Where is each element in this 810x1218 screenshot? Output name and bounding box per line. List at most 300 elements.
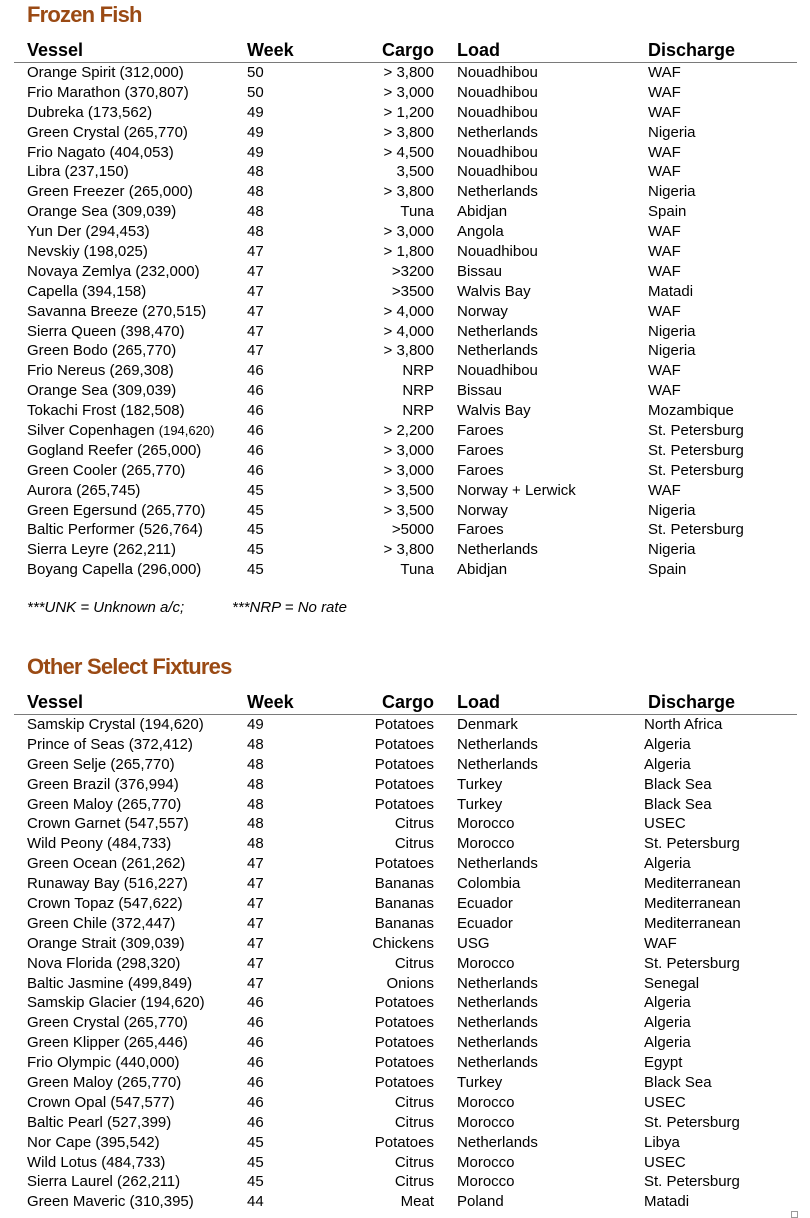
table-row <box>14 874 797 894</box>
table-row <box>14 735 797 755</box>
cell-cargo: Potatoes <box>374 994 434 1012</box>
cell-week: 48 <box>247 775 264 793</box>
cell-cargo: > 3,800 <box>383 342 434 360</box>
cell-vessel: Crown Opal (547,577) <box>27 1093 175 1111</box>
table-row <box>14 560 797 580</box>
cell-week: 48 <box>247 795 264 813</box>
cell-load: Netherlands <box>457 183 538 201</box>
resize-handle[interactable] <box>791 1211 798 1218</box>
cell-cargo: Citrus <box>394 1093 434 1111</box>
cell-week: 49 <box>247 123 264 141</box>
cell-vessel: Green Cooler (265,770) <box>27 461 186 479</box>
cell-load: Netherlands <box>457 322 538 340</box>
cell-vessel: Green Maveric (310,395) <box>27 1193 194 1211</box>
cell-discharge: WAF <box>648 163 681 181</box>
cell-load: Colombia <box>457 875 521 893</box>
cell-cargo: Potatoes <box>374 855 434 873</box>
cell-cargo: NRP <box>402 382 434 400</box>
cell-load: Netherlands <box>457 735 538 753</box>
cell-load: Ecuador <box>457 895 513 913</box>
cell-discharge: WAF <box>648 302 681 320</box>
cell-discharge: Libya <box>644 1133 680 1151</box>
cell-discharge: USEC <box>644 1093 686 1111</box>
cell-discharge: St. Petersburg <box>644 835 740 853</box>
table-row <box>14 1172 797 1192</box>
cell-week: 47 <box>247 875 264 893</box>
table-row <box>14 123 797 143</box>
table-row <box>14 143 797 163</box>
cell-week: 47 <box>247 974 264 992</box>
table-row <box>14 1192 797 1212</box>
cell-load: Denmark <box>457 716 518 733</box>
cell-discharge: Mediterranean <box>644 914 741 932</box>
cell-cargo: Bananas <box>374 914 434 932</box>
cell-vessel: Novaya Zemlya (232,000) <box>27 262 200 280</box>
cell-load: Netherlands <box>457 994 538 1012</box>
cell-load: Turkey <box>457 795 503 813</box>
cell-discharge: Mediterranean <box>644 875 741 893</box>
cell-load: Faroes <box>457 461 504 479</box>
table-row <box>14 1073 797 1093</box>
cell-week: 45 <box>247 1133 264 1151</box>
cell-discharge: St. Petersburg <box>648 441 744 459</box>
cell-load: Morocco <box>457 815 515 833</box>
cell-vessel: Green Crystal (265,770) <box>27 1014 188 1032</box>
cell-vessel: Nova Florida (298,320) <box>27 954 181 972</box>
table-row <box>14 914 797 934</box>
cell-vessel: Savanna Breeze (270,515) <box>27 302 207 320</box>
frozen-fish-table <box>14 39 797 580</box>
cell-discharge: Nigeria <box>648 123 696 141</box>
cell-discharge: Spain <box>648 203 687 221</box>
cell-discharge: Nigeria <box>648 501 696 519</box>
table-header <box>14 39 797 63</box>
cell-discharge: Nigeria <box>648 342 696 360</box>
cell-load: Nouadhibou <box>457 362 538 380</box>
cell-week: 46 <box>247 1074 264 1092</box>
cell-cargo: Potatoes <box>374 1054 434 1072</box>
cell-cargo: > 3,000 <box>383 461 434 479</box>
table-row <box>14 63 797 83</box>
cell-vessel: Orange Sea (309,039) <box>27 382 177 400</box>
cell-vessel: Orange Spirit (312,000) <box>27 64 184 81</box>
cell-cargo: Potatoes <box>374 755 434 773</box>
cell-cargo: >3500 <box>391 282 434 300</box>
cell-week: 46 <box>247 1093 264 1111</box>
table-row <box>14 894 797 914</box>
table-row <box>14 361 797 381</box>
cell-discharge: WAF <box>648 64 681 81</box>
header-load: Load <box>457 40 500 60</box>
cell-vessel: Baltic Jasmine (499,849) <box>27 974 193 992</box>
table-row <box>14 501 797 521</box>
cell-vessel: Samskip Glacier (194,620) <box>27 994 205 1012</box>
table-row <box>14 934 797 954</box>
header-discharge: Discharge <box>648 40 736 60</box>
cell-vessel: Green Egersund (265,770) <box>27 501 206 519</box>
cell-vessel: Green Brazil (376,994) <box>27 775 179 793</box>
frozen-fish-title: Frozen Fish <box>27 2 142 27</box>
cell-week: 46 <box>247 461 264 479</box>
table-row <box>14 83 797 103</box>
cell-vessel: Green Ocean (261,262) <box>27 855 186 873</box>
cell-discharge: Matadi <box>648 282 694 300</box>
cell-cargo: Citrus <box>394 954 434 972</box>
cell-cargo: Tuna <box>400 561 434 579</box>
cell-week: 48 <box>247 203 264 221</box>
cell-week: 48 <box>247 183 264 201</box>
cell-week: 47 <box>247 934 264 952</box>
cell-discharge: St. Petersburg <box>648 521 744 539</box>
cell-vessel: Tokachi Frost (182,508) <box>27 402 185 420</box>
cell-cargo: Potatoes <box>374 735 434 753</box>
cell-vessel: Aurora (265,745) <box>27 481 141 499</box>
cell-cargo: Chickens <box>372 934 434 952</box>
cell-week: 48 <box>247 815 264 833</box>
cell-vessel: Sierra Queen (398,470) <box>27 322 185 340</box>
cell-load: Ecuador <box>457 914 513 932</box>
table-row <box>14 322 797 342</box>
cell-cargo: Potatoes <box>374 1034 434 1052</box>
note-nrp: ***NRP = No rate <box>232 599 347 616</box>
cell-cargo: > 1,200 <box>383 103 434 121</box>
cell-vessel: Nor Cape (395,542) <box>27 1133 160 1151</box>
cell-cargo: > 3,500 <box>383 481 434 499</box>
cell-week: 47 <box>247 262 264 280</box>
cell-load: Nouadhibou <box>457 163 538 181</box>
table-header <box>14 691 797 715</box>
cell-discharge: St. Petersburg <box>644 1113 740 1131</box>
cell-vessel: Yun Der (294,453) <box>27 223 150 241</box>
cell-load: Faroes <box>457 521 504 539</box>
cell-discharge: Mozambique <box>648 402 734 420</box>
table-row <box>14 795 797 815</box>
cell-cargo: Citrus <box>394 1153 434 1171</box>
cell-week: 45 <box>247 501 264 519</box>
cell-week: 48 <box>247 835 264 853</box>
cell-cargo: Bananas <box>374 875 434 893</box>
cell-discharge: WAF <box>648 481 681 499</box>
table-row <box>14 755 797 775</box>
cell-week: 48 <box>247 735 264 753</box>
cell-load: Norway + Lerwick <box>457 481 576 499</box>
cell-discharge: St. Petersburg <box>644 1173 740 1191</box>
cell-cargo: > 3,000 <box>383 441 434 459</box>
cell-load: Netherlands <box>457 1054 538 1072</box>
table-row <box>14 222 797 242</box>
cell-cargo: > 3,800 <box>383 123 434 141</box>
cell-week: 49 <box>247 716 264 733</box>
cell-cargo: > 4,500 <box>383 143 434 161</box>
cell-load: USG <box>457 934 490 952</box>
cell-load: Netherlands <box>457 342 538 360</box>
cell-discharge: WAF <box>648 83 681 101</box>
cell-week: 46 <box>247 1054 264 1072</box>
cell-cargo: 3,500 <box>396 163 434 181</box>
table-row <box>14 481 797 501</box>
cell-week: 46 <box>247 994 264 1012</box>
cell-week: 46 <box>247 1113 264 1131</box>
cell-load: Bissau <box>457 382 503 400</box>
cell-week: 46 <box>247 441 264 459</box>
cell-vessel: Sierra Leyre (262,211) <box>27 541 176 559</box>
cell-discharge: USEC <box>644 815 686 833</box>
cell-vessel: Nevskiy (198,025) <box>27 243 148 261</box>
cell-cargo: NRP <box>402 402 434 420</box>
table-body <box>14 715 797 1212</box>
cell-load: Abidjan <box>457 561 508 579</box>
cell-load: Netherlands <box>457 974 538 992</box>
cell-load: Nouadhibou <box>457 143 538 161</box>
header-vessel: Vessel <box>27 40 84 60</box>
cell-vessel: Frio Olympic (440,000) <box>27 1054 180 1072</box>
cell-load: Netherlands <box>457 123 538 141</box>
cell-discharge: St. Petersburg <box>648 422 744 440</box>
table-row <box>14 182 797 202</box>
cell-week: 47 <box>247 302 264 320</box>
cell-load: Netherlands <box>457 755 538 773</box>
cell-vessel: Frio Nagato (404,053) <box>27 143 174 161</box>
cell-week: 44 <box>247 1193 264 1211</box>
cell-discharge: North Africa <box>644 716 723 733</box>
cell-week: 46 <box>247 402 264 420</box>
cell-load: Nouadhibou <box>457 103 538 121</box>
cell-week: 47 <box>247 895 264 913</box>
cell-cargo: Meat <box>400 1193 434 1211</box>
other-fixtures-table <box>14 691 797 1212</box>
cell-load: Morocco <box>457 1113 515 1131</box>
cell-vessel: Orange Strait (309,039) <box>27 934 185 952</box>
table-row <box>14 282 797 302</box>
header-week: Week <box>247 692 294 712</box>
table-row <box>14 1093 797 1113</box>
cell-cargo: > 3,500 <box>383 501 434 519</box>
cell-discharge: Algeria <box>644 735 691 753</box>
cell-discharge: Nigeria <box>648 322 696 340</box>
cell-cargo: > 3,800 <box>383 541 434 559</box>
cell-vessel-suffix: (194,620) <box>158 423 215 439</box>
cell-load: Poland <box>457 1193 504 1211</box>
cell-load: Turkey <box>457 1074 503 1092</box>
cell-vessel-name: Silver Copenhagen <box>27 422 155 440</box>
cell-week: 50 <box>247 64 264 81</box>
cell-vessel: Green Selje (265,770) <box>27 755 175 773</box>
cell-vessel: Boyang Capella (296,000) <box>27 561 202 579</box>
table-row <box>14 341 797 361</box>
cell-cargo: >3200 <box>391 262 434 280</box>
cell-vessel: Crown Topaz (547,622) <box>27 895 183 913</box>
cell-vessel: Libra (237,150) <box>27 163 129 181</box>
table-row <box>14 103 797 123</box>
cell-week: 47 <box>247 322 264 340</box>
cell-week: 48 <box>247 163 264 181</box>
table-row <box>14 1113 797 1133</box>
cell-load: Nouadhibou <box>457 64 538 81</box>
cell-discharge: St. Petersburg <box>644 954 740 972</box>
cell-cargo: > 4,000 <box>383 302 434 320</box>
cell-discharge: WAF <box>648 262 681 280</box>
cell-load: Netherlands <box>457 1133 538 1151</box>
cell-discharge: Algeria <box>644 855 691 873</box>
cell-cargo: NRP <box>402 362 434 380</box>
cell-cargo: Citrus <box>394 1173 434 1191</box>
header-discharge: Discharge <box>648 692 736 712</box>
cell-cargo: Potatoes <box>374 775 434 793</box>
cell-week: 49 <box>247 143 264 161</box>
cell-cargo: > 4,000 <box>383 322 434 340</box>
table-row <box>14 1153 797 1173</box>
cell-discharge: Egypt <box>644 1054 683 1072</box>
cell-discharge: Senegal <box>644 974 700 992</box>
cell-load: Morocco <box>457 1173 515 1191</box>
cell-week: 47 <box>247 954 264 972</box>
table-body <box>14 63 797 580</box>
cell-load: Netherlands <box>457 1014 538 1032</box>
cell-vessel: Green Chile (372,447) <box>27 914 176 932</box>
cell-cargo: Potatoes <box>374 1074 434 1092</box>
cell-vessel: Green Maloy (265,770) <box>27 1074 182 1092</box>
cell-discharge: Algeria <box>644 1014 691 1032</box>
cell-week: 46 <box>247 362 264 380</box>
cell-load: Norway <box>457 501 508 519</box>
cell-load: Faroes <box>457 441 504 459</box>
cell-vessel: Green Klipper (265,446) <box>27 1034 188 1052</box>
cell-discharge: USEC <box>644 1153 686 1171</box>
cell-discharge: WAF <box>648 243 681 261</box>
table-row <box>14 1013 797 1033</box>
table-row <box>14 1053 797 1073</box>
cell-discharge: WAF <box>644 934 677 952</box>
cell-discharge: WAF <box>648 382 681 400</box>
cell-week: 47 <box>247 914 264 932</box>
cell-vessel: Sierra Laurel (262,211) <box>27 1173 181 1191</box>
cell-cargo: >5000 <box>391 521 434 539</box>
table-row <box>14 974 797 994</box>
cell-week: 45 <box>247 561 264 579</box>
cell-load: Abidjan <box>457 203 508 221</box>
table-row <box>14 954 797 974</box>
table-row <box>14 441 797 461</box>
cell-vessel: Baltic Performer (526,764) <box>27 521 203 539</box>
table-row <box>14 461 797 481</box>
cell-vessel: Frio Marathon (370,807) <box>27 83 189 101</box>
cell-week: 46 <box>247 1014 264 1032</box>
cell-week: 45 <box>247 481 264 499</box>
cell-load: Netherlands <box>457 855 538 873</box>
cell-load: Morocco <box>457 954 515 972</box>
cell-cargo: > 3,800 <box>383 64 434 81</box>
note-unk: ***UNK = Unknown a/c; <box>27 599 185 616</box>
cell-vessel: Orange Sea (309,039) <box>27 203 177 221</box>
cell-vessel: Wild Lotus (484,733) <box>27 1153 166 1171</box>
cell-cargo: Citrus <box>394 835 434 853</box>
cell-load: Walvis Bay <box>457 282 531 300</box>
cell-week: 48 <box>247 223 264 241</box>
cell-discharge: WAF <box>648 103 681 121</box>
cell-vessel: Dubreka (173,562) <box>27 103 153 121</box>
cell-discharge: WAF <box>648 143 681 161</box>
cell-load: Faroes <box>457 422 504 440</box>
cell-vessel: Crown Garnet (547,557) <box>27 815 189 833</box>
cell-vessel: Green Maloy (265,770) <box>27 795 182 813</box>
cell-load: Norway <box>457 302 508 320</box>
cell-cargo: Potatoes <box>374 716 434 733</box>
other-fixtures-title: Other Select Fixtures <box>27 654 232 679</box>
cell-cargo: Potatoes <box>374 1014 434 1032</box>
header-cargo: Cargo <box>381 692 434 712</box>
header-week: Week <box>247 40 294 60</box>
cell-cargo: > 1,800 <box>383 243 434 261</box>
table-row <box>14 381 797 401</box>
cell-load: Morocco <box>457 1093 515 1111</box>
cell-week: 47 <box>247 282 264 300</box>
cell-week: 46 <box>247 422 264 440</box>
cell-load: Bissau <box>457 262 503 280</box>
header-vessel: Vessel <box>27 692 84 712</box>
table-row <box>14 262 797 282</box>
table-row <box>14 715 797 735</box>
cell-load: Angola <box>457 223 504 241</box>
cell-discharge: Algeria <box>644 994 691 1012</box>
cell-week: 45 <box>247 521 264 539</box>
cell-discharge: Mediterranean <box>644 895 741 913</box>
cell-vessel: Green Crystal (265,770) <box>27 123 188 141</box>
cell-week: 46 <box>247 1034 264 1052</box>
cell-vessel <box>27 422 214 440</box>
cell-week: 47 <box>247 342 264 360</box>
table-row <box>14 421 797 441</box>
table-row <box>14 993 797 1013</box>
cell-cargo: Potatoes <box>374 1133 434 1151</box>
cell-discharge: Algeria <box>644 1034 691 1052</box>
cell-week: 45 <box>247 541 264 559</box>
table-row <box>14 540 797 560</box>
cell-load: Nouadhibou <box>457 243 538 261</box>
cell-cargo: > 3,000 <box>383 223 434 241</box>
cell-vessel: Frio Nereus (269,308) <box>27 362 174 380</box>
table-row <box>14 242 797 262</box>
cell-cargo: > 3,000 <box>383 83 434 101</box>
table-row <box>14 1033 797 1053</box>
cell-discharge: Nigeria <box>648 183 696 201</box>
table-row <box>14 202 797 222</box>
cell-cargo: Bananas <box>374 895 434 913</box>
cell-week: 47 <box>247 243 264 261</box>
cell-cargo: Citrus <box>394 1113 434 1131</box>
cell-discharge: WAF <box>648 362 681 380</box>
cell-load: Walvis Bay <box>457 402 531 420</box>
cell-vessel: Baltic Pearl (527,399) <box>27 1113 172 1131</box>
cell-week: 45 <box>247 1153 264 1171</box>
cell-cargo: Citrus <box>394 815 434 833</box>
table-row <box>14 814 797 834</box>
cell-load: Netherlands <box>457 1034 538 1052</box>
table-row <box>14 162 797 182</box>
table-row <box>14 834 797 854</box>
cell-cargo: Onions <box>386 974 434 992</box>
cell-load: Netherlands <box>457 541 538 559</box>
cell-cargo: Tuna <box>400 203 434 221</box>
table-row <box>14 401 797 421</box>
cell-load: Nouadhibou <box>457 83 538 101</box>
cell-vessel: Green Bodo (265,770) <box>27 342 177 360</box>
cell-load: Turkey <box>457 775 503 793</box>
cell-cargo: Potatoes <box>374 795 434 813</box>
cell-week: 45 <box>247 1173 264 1191</box>
header-cargo: Cargo <box>381 40 434 60</box>
table-row <box>14 520 797 540</box>
header-load: Load <box>457 692 500 712</box>
